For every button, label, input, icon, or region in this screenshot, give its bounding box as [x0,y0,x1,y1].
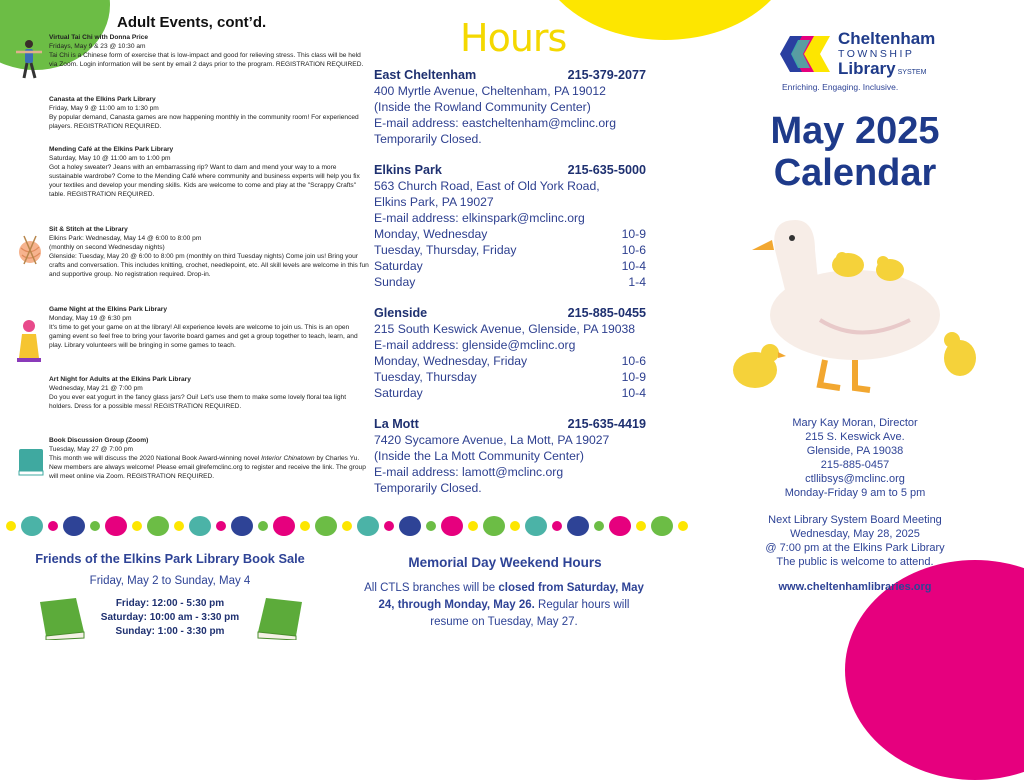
yellow-top-blob [535,0,795,40]
band-shape [63,516,85,536]
band-shape [468,521,478,531]
branch-name: East Cheltenham [374,68,477,82]
calendar-title [730,110,980,194]
band-shape [426,521,436,531]
website-link[interactable]: www.cheltenhamlibraries.org [778,581,932,593]
branch-glenside [374,305,646,401]
logo-tagline: Enriching. Engaging. Inclusive. [782,82,899,92]
sale-hours-line: Saturday: 10:00 am - 3:30 pm [100,612,240,623]
branch-name: La Mott [374,417,419,431]
event-desc: Tai Chi is a Chinese form of exercise that is low-impact and good for relieving stress. This class will be held via Zoom. Login information will be sent by email 2 days prior to the program. REGISTRATION REQUIRED. [49,51,364,68]
branch-name: Elkins Park [374,163,442,177]
band-shape [105,516,127,536]
hours-row: Monday, Wednesday, Friday 10-6 [374,354,646,368]
event-title: Canasta at the Elkins Park Library [49,96,156,103]
branch-line: (Inside the Rowland Community Center) [374,100,591,114]
band-shape [525,516,547,536]
band-shape [357,516,379,536]
band-shape [399,516,421,536]
band-shape [342,521,352,531]
event-title: Game Night at the Elkins Park Library [49,306,167,313]
event-title: Sit & Stitch at the Library [49,226,128,233]
event-when: Saturday, May 10 @ 11:00 am to 1:00 pm [49,154,171,162]
hours-row: Tuesday, Thursday 10-9 [374,370,646,384]
branch-phone: 215-635-4419 [567,417,646,431]
band-shape [147,516,169,536]
event-mending-cafe [49,146,369,199]
band-shape [48,521,58,531]
band-shape [216,521,226,531]
meeting-line: @ 7:00 pm at the Elkins Park Library [765,542,945,554]
sale-hours-line: Friday: 12:00 - 5:30 pm [115,598,225,609]
contact-email[interactable]: ctllibsys@mclinc.org [805,473,905,485]
book-sale-title: Friends of the Elkins Park Library Book Sale [35,551,305,566]
adult-events-title: Adult Events, cont’d. [117,14,267,31]
band-shape [189,516,211,536]
band-shape [90,521,100,531]
game-pawn-figure-icon [14,318,44,364]
event-title: Book Discussion Group (Zoom) [49,437,149,444]
band-shape [678,521,688,531]
meeting-line: Wednesday, May 28, 2025 [790,528,920,540]
branch-phone: 215-635-5000 [567,163,646,177]
branch-status: Temporarily Closed. [374,481,482,495]
branch-east-cheltenham [374,67,646,147]
event-desc: Do you ever eat yogurt in the fancy glass jars? Oui! Let's use them to make some lovely floral tea light holders. Dress for a possible mess! REGISTRATION REQUIRED. [49,393,347,410]
calendar-title-line2: Calendar [773,152,937,194]
hours-title: Hours [460,16,567,60]
contact-line: Monday-Friday 9 am to 5 pm [784,487,926,499]
band-shape [315,516,337,536]
event-tai-chi [49,34,369,70]
logo-line3: Library [838,59,896,78]
memorial-day-title: Memorial Day Weekend Hours [408,555,602,570]
band-shape [21,516,43,536]
event-sit-stitch [49,226,369,279]
event-canasta [49,96,369,132]
band-shape [552,521,562,531]
event-when-note: (monthly on second Wednesday nights) [49,243,165,251]
yarn-ball-icon [16,234,44,268]
logo-line1: Cheltenham [838,29,936,48]
event-when: Elkins Park: Wednesday, May 14 @ 6:00 to 8:00 pm [49,234,202,242]
event-art-night [49,376,369,412]
hours-row: Monday, Wednesday 10-9 [374,227,646,241]
hours-row: Saturday 10-4 [374,259,646,273]
calendar-title-line1: May 2025 [770,110,940,152]
event-game-night [49,306,369,351]
band-shape [6,521,16,531]
meeting-line: The public is welcome to attend. [776,556,934,568]
tai-chi-figure-icon [14,38,44,80]
branch-email[interactable]: E-mail address: eastcheltenham@mclinc.org [374,116,617,130]
branch-phone: 215-379-2077 [567,68,646,82]
contact-line: Mary Kay Moran, Director [792,417,918,429]
band-shape [174,521,184,531]
band-shape [132,521,142,531]
hours-row: Sunday 1-4 [374,275,646,289]
hours-row: Saturday 10-4 [374,386,646,400]
event-title: Mending Café at the Elkins Park Library [49,146,174,153]
pink-corner-blob [845,560,1024,780]
branch-line: 7420 Sycamore Avenue, La Mott, PA 19027 [374,433,610,447]
decorative-dots-band [0,513,690,539]
event-desc: Got a holey sweater? Jeans with an embarrassing rip? Want to darn and mend your way to a more sustainable wardrobe? Come to the Mending Café where community and business experts will help you fix your textiles and develop your mending skills. Kids are welcome to come and play at the "Scrappy Crafts" table. REGISTRATION REQUIRED. [49,163,360,198]
band-shape [636,521,646,531]
branch-line: Elkins Park, PA 19027 [374,195,494,209]
band-shape [441,516,463,536]
branch-email[interactable]: E-mail address: lamott@mclinc.org [374,465,564,479]
library-logo-mark-icon [776,32,834,76]
branch-email[interactable]: E-mail address: elkinspark@mclinc.org [374,211,585,225]
event-title: Art Night for Adults at the Elkins Park Library [49,376,191,383]
branch-line: (Inside the La Mott Community Center) [374,449,584,463]
branch-elkins-park [374,162,646,290]
book-sale-hours [80,597,260,639]
branch-line: 215 South Keswick Avenue, Glenside, PA 19038 [374,322,636,336]
branch-email[interactable]: E-mail address: glenside@mclinc.org [374,338,576,352]
hours-row: Tuesday, Thursday, Friday 10-6 [374,243,646,257]
band-shape [483,516,505,536]
branch-phone: 215-885-0455 [567,306,646,320]
event-when: Monday, May 19 @ 6:30 pm [49,314,132,322]
band-shape [258,521,268,531]
event-title: Virtual Tai Chi with Donna Price [49,34,149,41]
event-book-discussion [49,437,369,482]
board-meeting-notice [745,513,965,569]
meeting-line: Next Library System Board Meeting [768,514,942,526]
band-shape [609,516,631,536]
director-contact [745,416,965,500]
event-desc: It's time to get your game on at the library! All experience levels are welcome to join us. This is an open gaming event so feel free to bring your favorite board games and get a group together to teach, learn, and play. Library volunteers will be bringing in some games to teach. [49,323,358,349]
contact-line: 215-885-0457 [820,459,890,471]
band-shape [300,521,310,531]
branch-name: Glenside [374,306,428,320]
event-when: Wednesday, May 21 @ 7:00 pm [49,384,143,392]
band-shape [567,516,589,536]
sale-hours-line: Sunday: 1:00 - 3:30 pm [115,626,225,637]
library-logo-text [838,30,958,82]
event-desc: By popular demand, Canasta games are now happening monthly in the community room! For experienced players. REGISTRATION REQUIRED. [49,113,359,130]
band-shape [273,516,295,536]
event-when: Tuesday, May 27 @ 7:00 pm [49,445,134,453]
event-when: Friday, May 9 @ 11:00 am to 1:30 pm [49,104,159,112]
band-shape [651,516,673,536]
green-book-right-icon [254,596,306,640]
event-when: Fridays, May 9 & 23 @ 10:30 am [49,42,146,50]
band-shape [384,521,394,531]
book-sale-dates: Friday, May 2 to Sunday, May 4 [89,575,251,587]
memorial-day-text: All CTLS branches will be closed from Saturday, May 24, through Monday, May 26. Regular hours will resume on Tuesday, May 27. [364,582,644,628]
band-shape [510,521,520,531]
band-shape [231,516,253,536]
logo-line3b: SYSTEM [897,69,927,76]
contact-line: 215 S. Keswick Ave. [805,431,905,443]
event-desc: Glenside: Tuesday, May 20 @ 6:00 to 8:00 pm (monthly on third Tuesday nights) Come join us! Bring your crafts and conversation. This includes knitting, crochet, needlepoint, etc. All skill levels are welcome in this fun and supportive group. No registration required. Drop-in. [49,252,369,278]
event-desc: This month we will discuss the 2020 National Book Award-winning novel Interior Chinatown by Charles Yu. New members are always welcome! Please email glrefemclinc.org to register and receive the link. The group will meet online via Zoom. REGISTRATION REQUIRED. [49,454,366,480]
logo-line2: TOWNSHIP [838,48,915,60]
contact-line: Glenside, PA 19038 [806,445,904,457]
branch-la-mott [374,416,646,496]
branch-status: Temporarily Closed. [374,132,482,146]
book-icon [16,446,46,478]
goose-and-chicks-illustration [720,210,980,410]
branch-line: 563 Church Road, East of Old York Road, [374,179,600,193]
branch-line: 400 Myrtle Avenue, Cheltenham, PA 19012 [374,84,606,98]
band-shape [594,521,604,531]
